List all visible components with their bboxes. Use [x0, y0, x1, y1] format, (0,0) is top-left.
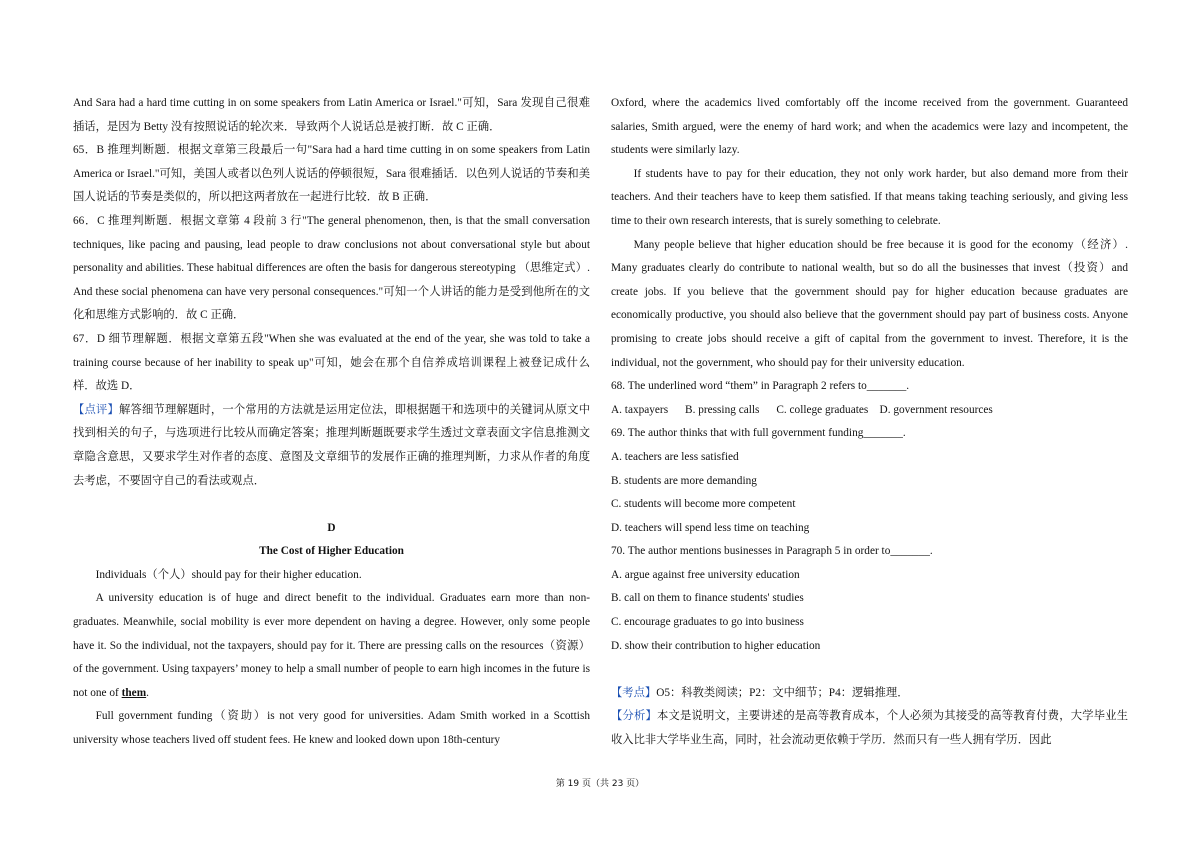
question-69-option-b: B. students are more demanding [611, 474, 757, 487]
left-column [73, 92, 590, 753]
article-paragraph-3: Full government funding（资助）is not very good for universities. Adam Smith worked in a Scottish university whose teachers lived off student fees. He knew and looked down upon 18th-century [73, 710, 590, 747]
fenxi-text: 本文是说明文，主要讲述的是高等教育成本，个人必须为其接受的高等教育付费，大学毕业生收入比非大学毕业生高，同时，社会流动更依赖于学历．然而只有一些人拥有学历．因此 [611, 710, 1128, 747]
question-69-option-a: A. teachers are less satisfied [611, 450, 739, 463]
question-68: 68. The underlined word “them” in Paragraph 2 refers to_______. [611, 380, 910, 393]
article-paragraph-4: If students have to pay for their education, they not only work harder, but also demand more from their teachers. And their teachers have to keep them satisfied. If that means taking teaching seriously, and giving less time to their own research interests, that is surely something to celebrate. [611, 167, 1128, 227]
comment-tag: 【点评】 [73, 403, 119, 416]
question-69: 69. The author thinks that with full government funding_______. [611, 427, 906, 440]
question-70: 70. The author mentions businesses in Paragraph 5 in order to_______. [611, 545, 933, 558]
article-paragraph-2 [73, 587, 590, 705]
page-footer: 第 19 页（共 23 页） [555, 779, 645, 789]
question-70-option-a: A. argue against free university education [611, 568, 800, 581]
kaodian-text: O5：科教类阅读；P2：文中细节；P4：逻辑推理． [656, 686, 909, 699]
spacer [73, 493, 590, 517]
paragraph-2-end: . [146, 686, 149, 699]
kaodian-paragraph [611, 682, 1128, 706]
answer-65: 65．B 推理判断题．根据文章第三段最后一句"Sara had a hard time cutting in on some speakers from Latin America or Israel."可知，美国人或者以色列人说话的停顿很短，Sara 很难插话．以色列人说话的节奏和美国人说话的节奏是类似的，所以把这两者放在一起进行比较．故 B 正确． [73, 144, 590, 204]
fenxi-paragraph [611, 705, 1128, 752]
question-69-option-c: C. students will become more competent [611, 498, 796, 511]
fenxi-tag: 【分析】 [611, 710, 657, 723]
question-69-option-d: D. teachers will spend less time on teaching [611, 521, 810, 534]
answer-67: 67．D 细节理解题．根据文章第五段"When she was evaluated at the end of the year, she was told to take a training course because of her inability to speak up"可知，她会在那个自信养成培训课程上被登记成什么样．故选 D． [73, 332, 590, 393]
answer-66: 66．C 推理判断题．根据文章第 4 段前 3 行"The general phenomenon, then, is that the small conversation techniques, like pacing and pausing, lead people to draw conclusions not about conversational style but about personality and abilities. These habitual differences are often the basis for dangerous stereotyping （思维定式）. And these social phenomena can have very personal consequences."可知一个人讲话的能力是受到他所在的文化和思维方式影响的．故 C 正确． [73, 214, 590, 322]
article-paragraph-5: Many people believe that higher education should be free because it is good for the economy（经济）. Many graduates clearly do contribute to national wealth, but so do all the businesses that invest（投资）and create jobs. If you believe that the government should pay for higher education because graduates are economically productive, you should also believe that the government should pay part of business costs. Anyone promising to create jobs should receive a gift of capital from the government to invest. Therefore, it is the individual, not the government, who should pay for their university education. [611, 238, 1128, 369]
paragraph-2-text: A university education is of huge and direct benefit to the individual. Graduates earn more than non-graduates. Meanwhile, social mobility is ever more dependent on having a degree. However, only some people have it. So the individual, not the taxpayers, should pay for it. There are pressing calls on the resources（资源）of the government. Using taxpayers’ money to help a small number of people to earn high incomes in the future is not one of [73, 592, 590, 699]
spacer [611, 658, 1128, 682]
article-paragraph-3-continued: Oxford, where the academics lived comfortably off the income received from the government. Guaranteed salaries, Smith argued, were the enemy of hard work; and when the academics were lazy and incompetent, the students were similarly lazy. [611, 97, 1128, 157]
right-column [611, 92, 1128, 753]
comment-paragraph [73, 399, 590, 493]
comment-text: 解答细节理解题时，一个常用的方法就是运用定位法，即根据题干和选项中的关键词从原文中找到相关的句子，与选项进行比较从而确定答案；推理判断题既要求学生透过文章表面文字信息推测文章隐含意思，又要求学生对作者的态度、意图及文章细节的发展作正确的推理判断，力求从作者的角度去考虑，不要固守自己的看法或观点． [73, 403, 590, 487]
answer-64-continued: And Sara had a hard time cutting in on some speakers from Latin America or Israel."可知，Sara 发现自己很难插话，是因为 Betty 没有按照说话的轮次来．导致两个人说话总是被打断．故 C 正确． [73, 97, 590, 133]
kaodian-tag: 【考点】 [611, 686, 657, 699]
question-70-option-c: C. encourage graduates to go into business [611, 616, 804, 629]
question-70-option-b: B. call on them to finance students' studies [611, 592, 804, 605]
section-letter: D [327, 521, 336, 534]
underlined-word: them [121, 686, 147, 699]
article-paragraph-1: Individuals（个人）should pay for their higher education. [95, 568, 362, 581]
question-70-option-d: D. show their contribution to higher education [611, 639, 821, 652]
article-title: The Cost of Higher Education [259, 545, 404, 558]
question-68-options: A. taxpayers B. pressing calls C. college graduates D. government resources [611, 403, 993, 416]
